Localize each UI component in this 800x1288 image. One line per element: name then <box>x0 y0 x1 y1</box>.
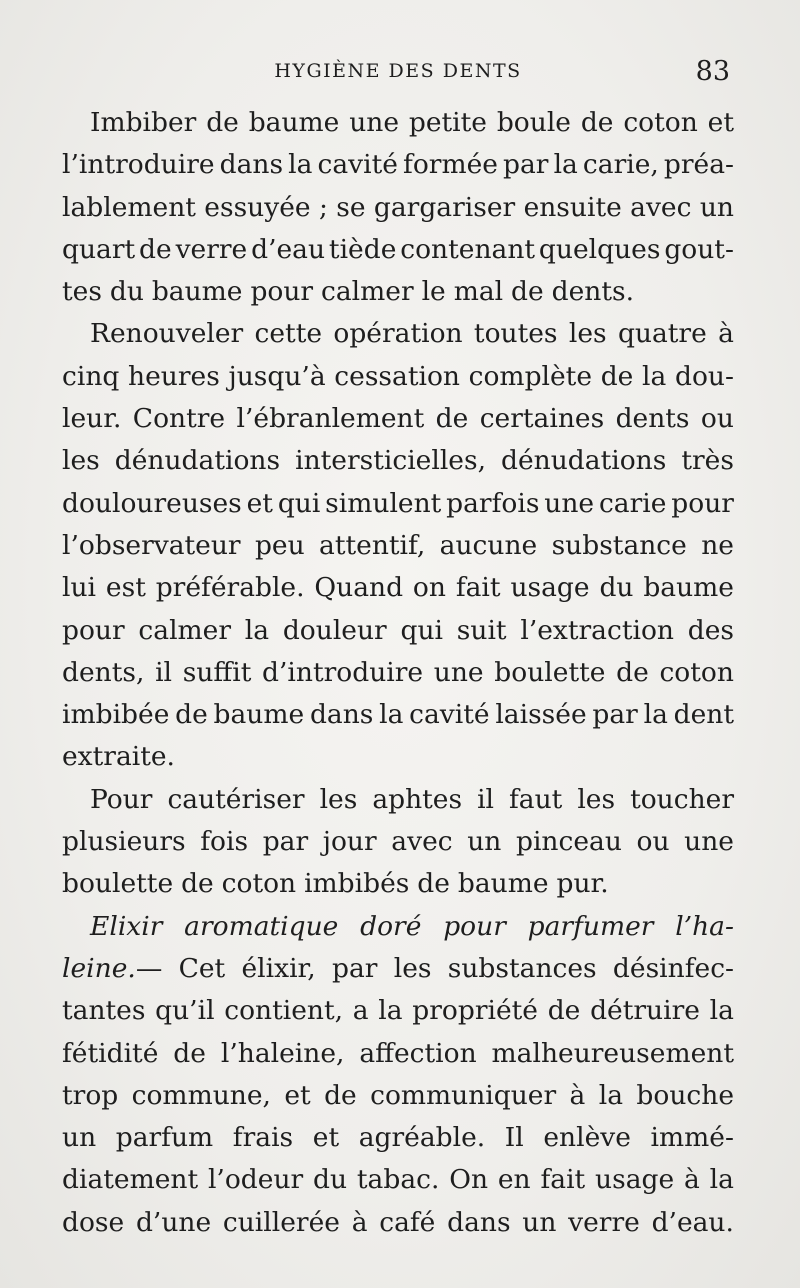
text-line: tantes qu’il contient, a la propriété de détruire la <box>62 995 734 1027</box>
text-line: tes du baume pour calmer le mal de dents. <box>62 276 635 308</box>
text-line: Imbiber de baume une petite boule de coton et <box>90 107 734 138</box>
text-line: fétidité de l’haleine, affection malheureusement <box>62 1037 734 1069</box>
running-head <box>62 58 734 88</box>
text-line: lablement essuyée ; se gargariser ensuite avec un <box>62 191 734 223</box>
text-line: un parfum frais et agréable. Il enlève immé- <box>62 1122 734 1154</box>
text-line: diatement l’odeur du tabac. On en fait usage à la <box>62 1164 734 1196</box>
text-line: trop commune, et de communiquer à la bouche <box>62 1079 734 1111</box>
text-line: imbibée de baume dans la cavité laissée par la dent <box>62 699 734 731</box>
italic-heading-line: Elixir aromatique doré pour parfumer l’ha- <box>90 910 734 942</box>
italic-heading-end: leine. <box>62 952 136 984</box>
paragraph <box>62 779 734 906</box>
paragraph <box>62 906 734 1244</box>
text-line: dents, il suffit d’introduire une boulette de coton <box>62 656 734 688</box>
page-number: 83 <box>695 56 730 87</box>
text-line: plusieurs fois par jour avec un pinceau ou une <box>62 826 734 858</box>
text-line: Pour cautériser les aphtes il faut les toucher <box>90 783 734 815</box>
text-line: quart de verre d’eau tiède contenant quelques gout- <box>62 233 734 265</box>
body-text <box>62 102 734 1244</box>
text-line: Renouveler cette opération toutes les quatre à <box>90 318 734 350</box>
text-line: extraite. <box>62 741 175 773</box>
text-line: dose d’une cuillerée à café dans un verre d’eau. <box>62 1206 734 1238</box>
text-line: les dénudations intersticielles, dénudations très <box>62 445 734 477</box>
paragraph <box>62 102 734 313</box>
text-line: lui est préférable. Quand on fait usage du baume <box>62 572 734 604</box>
text-line: leur. Contre l’ébranlement de certaines dents ou <box>62 403 734 435</box>
text-line: l’introduire dans la cavité formée par la carie, préa- <box>62 149 734 181</box>
text-line-with-italic <box>62 948 734 990</box>
text-line: l’observateur peu attentif, aucune substance ne <box>62 529 734 561</box>
text-line: pour calmer la douleur qui suit l’extraction des <box>62 614 734 646</box>
running-title: HYGIÈNE DES DENTS <box>274 60 522 82</box>
text-line: boulette de coton imbibés de baume pur. <box>62 868 609 900</box>
text-line: douloureuses et qui simulent parfois une carie pour <box>62 487 734 519</box>
paragraph <box>62 313 734 778</box>
text-line: cinq heures jusqu’à cessation complète de la dou- <box>62 360 734 392</box>
text-line-rest: — Cet élixir, par les substances désinfec- <box>135 952 734 984</box>
